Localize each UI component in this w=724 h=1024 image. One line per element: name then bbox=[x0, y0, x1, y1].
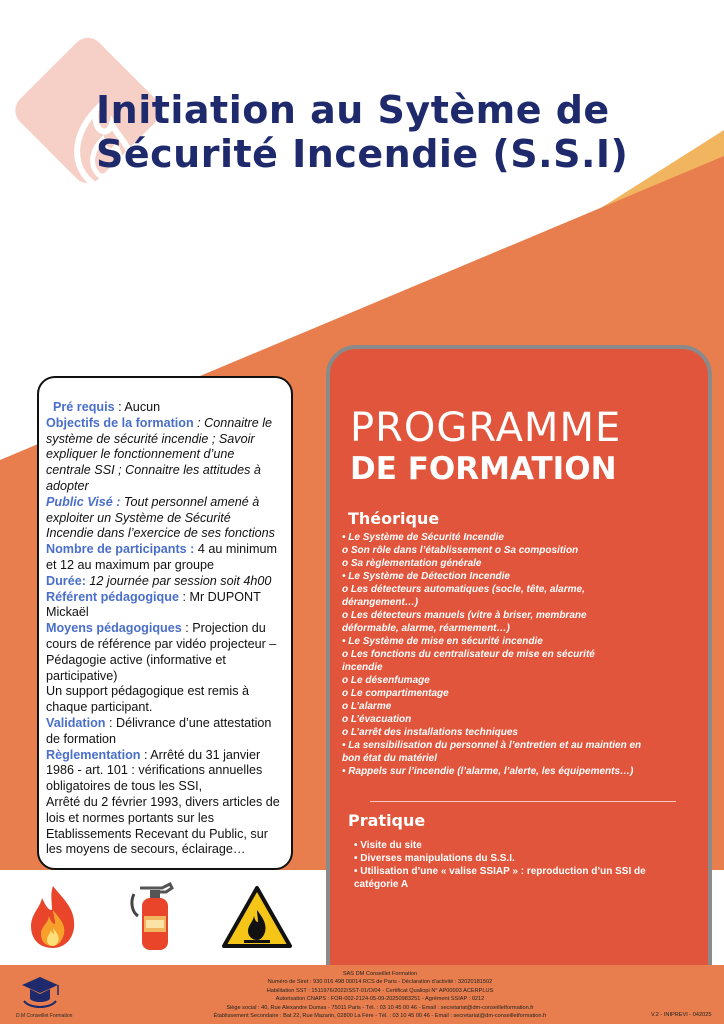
reglementation-more: Arrêté du 2 février 1993, divers articles de lois et normes portants sur les Etablissements Recevant du Public, sur les moyens de secours, éclairage… bbox=[46, 794, 280, 857]
theorique-line: o L’alarme bbox=[342, 701, 392, 712]
footer-line: SAS DM Conseillet Formation bbox=[342, 971, 418, 977]
pratique-line: catégorie A bbox=[354, 879, 409, 890]
referent-label: Référent pédagogique bbox=[46, 589, 179, 604]
support-text: Un support pédagogique est remis à chaque participant. bbox=[46, 684, 250, 715]
theorique-line: • Le Système de Détection Incendie bbox=[342, 571, 510, 582]
title-line-1: Initiation au Sytème de bbox=[96, 88, 610, 132]
title-line-2: Sécurité Incendie (S.S.I) bbox=[96, 132, 629, 176]
footer-legal-text bbox=[120, 970, 640, 1020]
footer-line: Habilitation SST : 1511976/2022/SST-01/O/04 - Certificat Qualiopi N° AP00003 ACERPLUS bbox=[266, 987, 494, 994]
objectifs-label: Objectifs de la formation bbox=[46, 415, 194, 430]
theorique-line: o Les détecteurs automatiques (socle, tête, alarme, bbox=[342, 584, 585, 595]
graduation-cap-logo-icon bbox=[18, 969, 62, 1013]
theorique-line: o Les fonctions du centralisateur de mise en sécurité bbox=[342, 649, 595, 660]
programme-subtitle: DE FORMATION bbox=[350, 451, 617, 487]
pratique-heading: Pratique bbox=[348, 811, 426, 830]
duree-label: Durée: bbox=[46, 573, 86, 588]
pratique-list bbox=[354, 839, 704, 891]
theorique-line: dérangement…) bbox=[342, 597, 419, 608]
footer-line: Autorisation CNAPS : FOR-002-2124-05-09-20250983251 - Agrément SSIAP : 0212 bbox=[275, 996, 485, 1003]
footer bbox=[0, 965, 724, 1024]
prerequis-label: Pré requis bbox=[53, 400, 115, 414]
footer-line: Établissement Secondaire : Bat 22, Rue Mazarin, 02800 La Fère - Tél. : 03 10 45 00 46 - Email : secretariat@dm-conseilletformation.fr bbox=[213, 1013, 547, 1020]
theorique-line: o L’arrêt des installations techniques bbox=[342, 727, 518, 738]
theorique-line: • Le Système de Sécurité Incendie bbox=[342, 532, 504, 543]
footer-line: Siège social : 40, Rue Alexandre Dumas - 75011 Paris - Tél. : 03 10 45 00 46 - Email : secretariat@dm-conseilletformation.fr bbox=[226, 1004, 534, 1011]
programme-box bbox=[326, 345, 712, 1017]
validation-label: Validation bbox=[46, 715, 106, 730]
theorique-line: o Le désenfumage bbox=[342, 675, 430, 686]
duree-value: 12 journée par session soit 4h00 bbox=[85, 573, 272, 588]
theorique-line: déformable, alarme, réarmement…) bbox=[342, 623, 510, 634]
public-label: Public Visé : bbox=[46, 494, 121, 509]
reglementation-label: Règlementation bbox=[46, 747, 141, 762]
reglementation-value: : Arrêté du 31 janvier 1986 - art. 101 : vérifications annuelles obligatoires de tous les SSI, bbox=[46, 747, 263, 794]
referent-value: : Mr DUPONT Mickaël bbox=[46, 589, 261, 620]
theorique-line: • La sensibilisation du personnel à l’entretien et au maintien en bbox=[342, 740, 642, 751]
version-label: V.2 - INIPREVI - 042025 bbox=[651, 1012, 712, 1018]
pratique-line: • Utilisation d’une « valise SSIAP » : reproduction d’un SSI de bbox=[354, 866, 646, 877]
pratique-line: • Diverses manipulations du S.S.I. bbox=[354, 853, 515, 864]
validation-value: : Délivrance d’une attestation de formation bbox=[46, 715, 272, 746]
theorique-line: incendie bbox=[342, 662, 383, 673]
theorique-line: • Rappels sur l’incendie (l’alarme, l’alerte, les équipements…) bbox=[342, 766, 634, 777]
page-title bbox=[96, 88, 696, 176]
moyens-value: : Projection du cours de référence par vidéo projecteur – Pédagogie active (informative et participative) bbox=[46, 621, 277, 683]
programme-title: PROGRAMME bbox=[350, 405, 622, 451]
moyens-label: Moyens pédagogiques bbox=[46, 621, 182, 636]
prerequis-value: : Aucun bbox=[114, 400, 161, 414]
footer-line: Numéro de Siret : 930 016 498 00014 RCS de Paris - Déclaration d’activité : 32020181502 bbox=[267, 979, 493, 986]
logo-label: D.M Conseillet Formation bbox=[16, 1013, 73, 1019]
fire-icon bbox=[26, 884, 80, 950]
theorique-line: o Le compartimentage bbox=[342, 688, 449, 699]
divider bbox=[370, 801, 676, 802]
theorique-line: o Son rôle dans l’établissement o Sa composition bbox=[342, 545, 579, 556]
flammable-warning-icon bbox=[222, 886, 292, 948]
pratique-line: • Visite du site bbox=[354, 840, 422, 851]
theorique-list bbox=[342, 531, 700, 778]
objectifs-value: : Connaitre le système de sécurité incendie ; Savoir expliquer le fonctionnement d’une centrale SSI ; Connaitre les attitudes à adopter bbox=[46, 415, 273, 493]
fire-extinguisher-icon bbox=[126, 882, 182, 952]
theorique-line: bon état du matériel bbox=[342, 753, 438, 764]
course-info-box bbox=[37, 376, 293, 870]
participants-value: 4 au minimum et 12 au maximum par groupe bbox=[46, 542, 277, 572]
public-value: Tout personnel amené à exploiter un Système de Sécurité Incendie dans l’exercice de ses fonctions bbox=[46, 494, 275, 541]
theorique-line: o L’évacuation bbox=[342, 714, 412, 725]
participants-label: Nombre de participants : bbox=[46, 542, 195, 557]
theorique-line: o Sa règlementation générale bbox=[342, 558, 482, 569]
theorique-heading: Théorique bbox=[348, 509, 440, 528]
theorique-line: • Le Système de mise en sécurité incendie bbox=[342, 636, 543, 647]
theorique-line: o Les détecteurs manuels (vitre à briser, membrane bbox=[342, 610, 587, 621]
